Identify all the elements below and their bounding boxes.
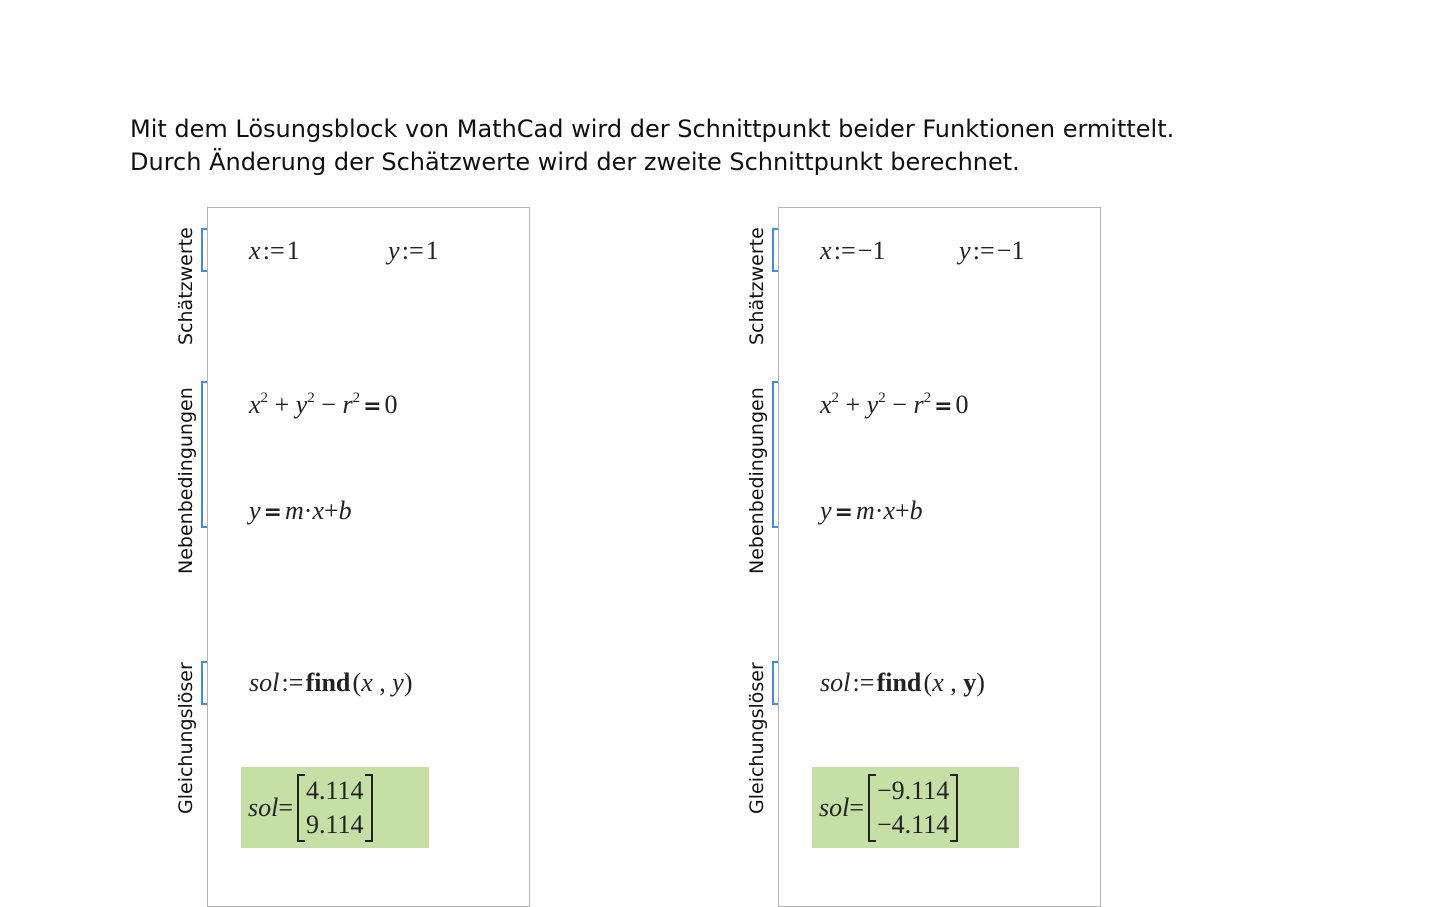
result-left[interactable]: sol= 4.114 9.114 — [241, 767, 429, 848]
guess-x-left[interactable]: x := 1 — [249, 236, 300, 265]
result-matrix-right — [868, 774, 958, 842]
guess-x-right[interactable]: x := −1 — [820, 236, 886, 265]
label-guesses-right: Schätzwerte — [746, 227, 768, 345]
label-guesses-left: Schätzwerte — [175, 227, 197, 345]
result-right-x: −9.114 — [877, 775, 950, 805]
find-call-left[interactable]: sol := find (x , y) — [249, 668, 413, 697]
constraint-circle-right[interactable]: $x^2 + y^2 - r^2 = 0$ — [820, 390, 969, 419]
find-call-right[interactable]: sol := find (x , y) — [820, 668, 985, 697]
result-right[interactable]: sol= −9.114 −4.114 — [812, 767, 1019, 848]
result-matrix-left — [297, 774, 373, 842]
constraint-circle-left[interactable]: $x^2 + y^2 - r^2 = 0$ — [249, 390, 398, 419]
label-constraints-left: Nebenbedingungen — [175, 387, 197, 574]
intro-text — [130, 113, 1174, 179]
result-left-x: 4.114 — [306, 775, 364, 805]
intro-line-1: Mit dem Lösungsblock von MathCad wird der Schnittpunkt beider Funktionen ermittelt. — [130, 115, 1175, 143]
result-left-y: 9.114 — [306, 809, 364, 839]
result-right-y: −4.114 — [877, 809, 950, 839]
label-solver-left: Gleichungslöser — [175, 662, 197, 814]
label-constraints-right: Nebenbedingungen — [746, 387, 768, 574]
constraint-line-left[interactable]: y = m·x+b — [249, 496, 352, 525]
intro-line-2: Durch Änderung der Schätzwerte wird der zweite Schnittpunkt berechnet. — [130, 148, 1020, 176]
label-solver-right: Gleichungslöser — [746, 662, 768, 814]
constraint-line-right[interactable]: y = m·x+b — [820, 496, 923, 525]
guess-y-left[interactable]: y := 1 — [388, 236, 439, 265]
guess-y-right[interactable]: y := −1 — [959, 236, 1025, 265]
